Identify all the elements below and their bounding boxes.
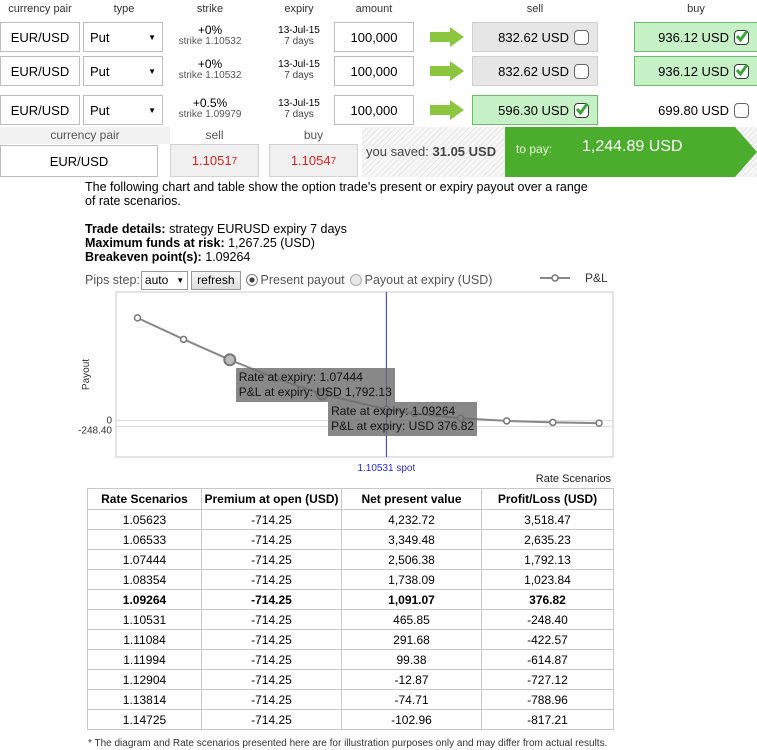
saved-text: [366, 143, 496, 161]
tooltip-line2: P&L at expiry: USD 1,792.13: [238, 384, 392, 399]
pay-value: 1,244.89 USD: [582, 138, 683, 155]
col-header-buy: buy: [687, 3, 705, 15]
strike-value: +0.5%: [192, 96, 228, 110]
y-tick-ref: -248.40: [78, 425, 112, 437]
type-select[interactable]: [83, 56, 163, 86]
table-header: Rate Scenarios: [88, 489, 202, 510]
table-cell: 99.38: [342, 650, 482, 670]
sell-checkbox[interactable]: [574, 64, 589, 79]
quote-sell-label: sell: [205, 128, 224, 142]
type-value: Put: [90, 102, 110, 118]
expiry-days: 7 days: [284, 109, 314, 120]
table-cell: 1.08354: [88, 570, 202, 590]
table-cell: 1.09264: [88, 590, 202, 610]
table-cell: 1,738.09: [342, 570, 482, 590]
y-tick-zero: 0: [106, 415, 112, 427]
table-row: [88, 570, 614, 590]
footnote: * The diagram and Rate scenarios presented here are for illustration purposes only and may differ from actual results.: [88, 738, 608, 749]
type-value: Put: [90, 63, 110, 79]
strike-field[interactable]: [168, 58, 252, 81]
data-point: [596, 420, 602, 426]
table-cell: 4,232.72: [342, 510, 482, 530]
chevron-down-icon: ▼: [148, 32, 156, 42]
table-row: [88, 530, 614, 550]
strike-sub: strike 1.10532: [178, 70, 242, 81]
table-row: [88, 710, 614, 730]
quote-buy-main: 1.1054: [290, 153, 331, 168]
col-header-currency-pair: currency pair: [8, 3, 72, 15]
legend-marker: [552, 275, 558, 281]
col-header-amount: amount: [355, 3, 393, 15]
type-select[interactable]: [83, 22, 163, 52]
buy-checkbox[interactable]: [734, 103, 749, 118]
quote-buy-pip: 7: [330, 156, 337, 167]
saved-value: 31.05 USD: [432, 144, 497, 159]
table-cell: 1.10531: [88, 610, 202, 630]
expiry-date: 13-Jul-15: [278, 25, 320, 36]
pips-step-value: auto: [144, 273, 169, 287]
table-row: [88, 550, 614, 570]
trade-details-label: Trade details:: [85, 222, 166, 236]
strike-field[interactable]: [168, 97, 252, 120]
data-point: [181, 336, 187, 342]
strike-value: +0%: [197, 23, 223, 37]
table-cell: 3,349.48: [342, 530, 482, 550]
description-line1: The following chart and table show the option trade's present or expiry payout over a range: [85, 180, 588, 194]
buy-price: 699.80 USD: [658, 102, 729, 118]
expiry-field[interactable]: [266, 25, 332, 47]
sell-price-box[interactable]: [472, 95, 598, 125]
quote-buy-label: buy: [303, 128, 324, 142]
chevron-down-icon: ▼: [176, 275, 185, 285]
col-header-type: type: [113, 3, 135, 15]
strike-value: +0%: [197, 57, 223, 71]
table-cell: 1.06533: [88, 530, 202, 550]
checkmark-icon: [735, 30, 748, 43]
amount-input[interactable]: 100,000: [334, 56, 414, 86]
table-cell: 465.85: [342, 610, 482, 630]
arrow-right-icon: [430, 27, 464, 47]
data-point: [550, 419, 556, 425]
table-cell: -248.40: [482, 610, 614, 630]
quote-pair-label: currency pair: [0, 127, 170, 144]
spot-label: 1.10531 spot: [357, 463, 416, 474]
breakeven-line: [85, 250, 347, 264]
table-row: [88, 690, 614, 710]
checkmark-icon: [735, 64, 748, 77]
table-cell: 1.13814: [88, 690, 202, 710]
table-cell: 1.07444: [88, 550, 202, 570]
table-cell: 1.11994: [88, 650, 202, 670]
legend-label: P&L: [585, 271, 608, 285]
quote-pair: EUR/USD: [0, 145, 158, 177]
saved-label: you saved:: [366, 144, 429, 159]
table-cell: 1.12904: [88, 670, 202, 690]
table-header: Net present value: [342, 489, 482, 510]
trade-details-line: [85, 222, 347, 236]
present-payout-label: Present payout: [260, 273, 345, 287]
table-cell: -74.71: [342, 690, 482, 710]
col-header-strike: strike: [196, 3, 224, 15]
expiry-field[interactable]: [266, 98, 332, 120]
expiry-date: 13-Jul-15: [278, 59, 320, 70]
type-value: Put: [90, 29, 110, 45]
table-cell: -727.12: [482, 670, 614, 690]
table-row: [88, 630, 614, 650]
quote-bar: [0, 127, 757, 179]
chart-tooltip: [328, 402, 477, 436]
amount-input[interactable]: 100,000: [334, 22, 414, 52]
max-funds-value: 1,267.25 (USD): [228, 236, 315, 250]
table-cell: -714.25: [202, 650, 342, 670]
expiry-days: 7 days: [284, 70, 314, 81]
sell-price-box[interactable]: [472, 56, 598, 86]
table-cell: 291.68: [342, 630, 482, 650]
refresh-button[interactable]: refresh: [191, 271, 240, 290]
pay-label: to pay:: [516, 142, 553, 156]
table-cell: 1,792.13: [482, 550, 614, 570]
data-point: [134, 315, 140, 321]
sell-price: 832.62 USD: [498, 63, 569, 79]
pair-field: EUR/USD: [0, 95, 80, 125]
buy-checkbox[interactable]: [734, 64, 749, 79]
type-select[interactable]: [83, 95, 163, 125]
chart-tooltip: [236, 368, 395, 402]
arrow-right-icon: [430, 100, 464, 120]
table-cell: -102.96: [342, 710, 482, 730]
table-cell: 2,506.38: [342, 550, 482, 570]
col-header-sell: sell: [526, 3, 544, 15]
strike-sub: strike 1.10532: [178, 36, 242, 47]
quote-buy-price[interactable]: [269, 144, 358, 177]
table-row: [88, 650, 614, 670]
arrow-right-icon: [430, 61, 464, 81]
expiry-days: 7 days: [284, 36, 314, 47]
max-funds-line: [85, 236, 347, 250]
breakeven-value: 1.09264: [205, 250, 251, 264]
y-axis-label: Payout: [81, 358, 92, 391]
buy-checkbox[interactable]: [734, 30, 749, 45]
table-cell: -714.25: [202, 710, 342, 730]
table-cell: -714.25: [202, 510, 342, 530]
table-cell: 2,635.23: [482, 530, 614, 550]
data-point: [224, 354, 235, 365]
table-cell: -12.87: [342, 670, 482, 690]
table-cell: -714.25: [202, 590, 342, 610]
expiry-date: 13-Jul-15: [278, 98, 320, 109]
col-header-expiry: expiry: [284, 3, 314, 15]
description: [85, 180, 645, 208]
expiry-field[interactable]: [266, 59, 332, 81]
chevron-down-icon: ▼: [148, 66, 156, 76]
table-cell: -422.57: [482, 630, 614, 650]
checkmark-icon: [575, 103, 588, 116]
quote-sell-price[interactable]: [170, 144, 259, 177]
table-cell: -714.25: [202, 630, 342, 650]
tooltip-line1: Rate at expiry: 1.07444: [238, 369, 363, 384]
max-funds-label: Maximum funds at risk:: [85, 236, 225, 250]
pips-step-label: Pips step:: [85, 273, 140, 287]
trade-summary: [85, 222, 347, 264]
sell-price: 596.30 USD: [498, 102, 569, 118]
table-cell: 1.11084: [88, 630, 202, 650]
tooltip-line1: Rate at expiry: 1.09264: [331, 404, 456, 419]
table-row: [88, 610, 614, 630]
expiry-payout-label: Payout at expiry (USD): [364, 273, 493, 287]
table-cell: -714.25: [202, 610, 342, 630]
trade-details-value: strategy EURUSD expiry 7 days: [169, 222, 347, 236]
strike-sub: strike 1.09979: [178, 109, 242, 120]
buy-price-box[interactable]: [634, 56, 757, 86]
sell-checkbox[interactable]: [574, 30, 589, 45]
breakeven-label: Breakeven point(s):: [85, 250, 202, 264]
data-point: [504, 418, 510, 424]
buy-price-box[interactable]: [634, 22, 757, 52]
sell-price: 832.62 USD: [498, 29, 569, 45]
table-cell: 1.14725: [88, 710, 202, 730]
sell-checkbox[interactable]: [574, 103, 589, 118]
table-row: [88, 510, 614, 530]
chevron-down-icon: ▼: [148, 105, 156, 115]
amount-input[interactable]: 100,000: [334, 95, 414, 125]
table-cell: 3,518.47: [482, 510, 614, 530]
table-cell: -614.87: [482, 650, 614, 670]
table-cell: -817.21: [482, 710, 614, 730]
table-cell: -714.25: [202, 690, 342, 710]
table-cell: -714.25: [202, 550, 342, 570]
sell-price-box[interactable]: [472, 22, 598, 52]
buy-price: 936.12 USD: [658, 63, 729, 79]
quote-sell-main: 1.1051: [191, 153, 232, 168]
table-cell: 1,023.84: [482, 570, 614, 590]
tooltip-line2: P&L at expiry: USD 376.82: [331, 419, 475, 434]
pair-field: EUR/USD: [0, 22, 80, 52]
table-row: [88, 670, 614, 690]
table-header: Profit/Loss (USD): [482, 489, 614, 510]
table-cell: -714.25: [202, 530, 342, 550]
scenario-table: [87, 488, 614, 730]
table-header-row: [88, 489, 614, 510]
description-line2: of rate scenarios.: [85, 194, 181, 208]
table-cell: -714.25: [202, 570, 342, 590]
quote-sell-pip: 7: [231, 156, 238, 167]
table-cell: 376.82: [482, 590, 614, 610]
table-row: [88, 590, 614, 610]
table-header: Premium at open (USD): [202, 489, 342, 510]
buy-price: 936.12 USD: [658, 29, 729, 45]
table-cell: 1.05623: [88, 510, 202, 530]
strike-field[interactable]: [168, 24, 252, 47]
buy-price-box[interactable]: [634, 95, 757, 125]
table-cell: -788.96: [482, 690, 614, 710]
x-axis-label: Rate Scenarios: [535, 473, 611, 485]
pair-field: EUR/USD: [0, 56, 80, 86]
table-cell: 1,091.07: [342, 590, 482, 610]
table-cell: -714.25: [202, 670, 342, 690]
